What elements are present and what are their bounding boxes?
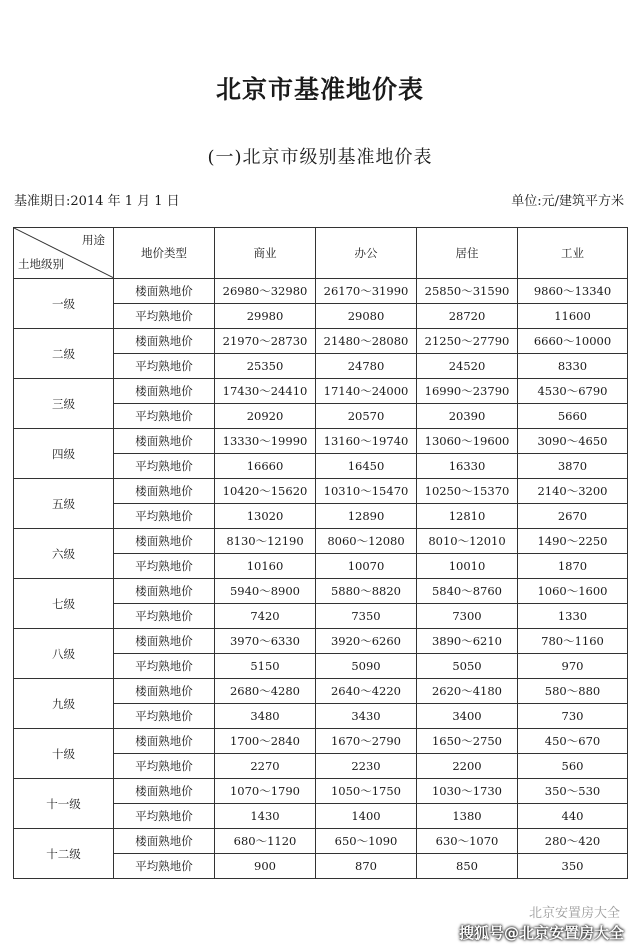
row-type-range: 楼面熟地价 xyxy=(114,579,215,604)
row-type-average: 平均熟地价 xyxy=(114,754,215,779)
range-cell: 10250～15370 xyxy=(417,479,518,504)
table-row xyxy=(14,329,628,354)
row-type-average: 平均熟地价 xyxy=(114,354,215,379)
average-cell: 20920 xyxy=(215,404,316,429)
row-type-range: 楼面熟地价 xyxy=(114,279,215,304)
average-cell: 25350 xyxy=(215,354,316,379)
table-row xyxy=(14,629,628,654)
range-cell: 2140～3200 xyxy=(518,479,628,504)
average-cell: 3870 xyxy=(518,454,628,479)
row-type-range: 楼面熟地价 xyxy=(114,829,215,854)
table-header-row xyxy=(14,228,628,279)
average-cell: 29980 xyxy=(215,304,316,329)
range-cell: 3090～4650 xyxy=(518,429,628,454)
grade-label: 三级 xyxy=(14,379,114,429)
average-cell: 16450 xyxy=(316,454,417,479)
corner-header-cell xyxy=(14,228,114,279)
row-type-average: 平均熟地价 xyxy=(114,404,215,429)
range-cell: 6660～10000 xyxy=(518,329,628,354)
range-cell: 580～880 xyxy=(518,679,628,704)
grade-label: 一级 xyxy=(14,279,114,329)
range-cell: 780～1160 xyxy=(518,629,628,654)
average-cell: 7300 xyxy=(417,604,518,629)
range-cell: 1070～1790 xyxy=(215,779,316,804)
range-cell: 9860～13340 xyxy=(518,279,628,304)
range-cell: 630～1070 xyxy=(417,829,518,854)
range-cell: 21480～28080 xyxy=(316,329,417,354)
range-cell: 5880～8820 xyxy=(316,579,417,604)
range-cell: 26170～31990 xyxy=(316,279,417,304)
average-cell: 1380 xyxy=(417,804,518,829)
grade-label: 十二级 xyxy=(14,829,114,879)
average-cell: 24780 xyxy=(316,354,417,379)
range-cell: 450～670 xyxy=(518,729,628,754)
range-cell: 2640～4220 xyxy=(316,679,417,704)
row-type-range: 楼面熟地价 xyxy=(114,779,215,804)
range-cell: 5940～8900 xyxy=(215,579,316,604)
range-cell: 21250～27790 xyxy=(417,329,518,354)
average-cell: 12810 xyxy=(417,504,518,529)
grade-label: 十一级 xyxy=(14,779,114,829)
range-cell: 3970～6330 xyxy=(215,629,316,654)
row-type-average: 平均熟地价 xyxy=(114,554,215,579)
average-cell: 5660 xyxy=(518,404,628,429)
row-type-average: 平均熟地价 xyxy=(114,804,215,829)
grade-label: 八级 xyxy=(14,629,114,679)
row-type-range: 楼面熟地价 xyxy=(114,529,215,554)
range-cell: 1650～2750 xyxy=(417,729,518,754)
grade-label: 五级 xyxy=(14,479,114,529)
grade-label: 二级 xyxy=(14,329,114,379)
row-type-average: 平均熟地价 xyxy=(114,654,215,679)
row-type-average: 平均熟地价 xyxy=(114,704,215,729)
range-cell: 1030～1730 xyxy=(417,779,518,804)
average-cell: 10160 xyxy=(215,554,316,579)
table-row xyxy=(14,429,628,454)
range-cell: 13160～19740 xyxy=(316,429,417,454)
average-cell: 2230 xyxy=(316,754,417,779)
average-cell: 440 xyxy=(518,804,628,829)
average-cell: 10010 xyxy=(417,554,518,579)
range-cell: 5840～8760 xyxy=(417,579,518,604)
average-cell: 850 xyxy=(417,854,518,879)
row-type-range: 楼面熟地价 xyxy=(114,729,215,754)
range-cell: 4530～6790 xyxy=(518,379,628,404)
price-type-header: 地价类型 xyxy=(114,228,215,279)
range-cell: 2680～4280 xyxy=(215,679,316,704)
table-row xyxy=(14,729,628,754)
range-cell: 3890～6210 xyxy=(417,629,518,654)
watermark: 搜狐号@北京安置房大全 xyxy=(458,924,624,942)
range-cell: 16990～23790 xyxy=(417,379,518,404)
row-type-average: 平均熟地价 xyxy=(114,604,215,629)
range-cell: 1060～1600 xyxy=(518,579,628,604)
column-header-office: 办公 xyxy=(316,228,417,279)
table-row xyxy=(14,529,628,554)
range-cell: 13060～19600 xyxy=(417,429,518,454)
range-cell: 1490～2250 xyxy=(518,529,628,554)
table-body xyxy=(14,279,628,879)
range-cell: 650～1090 xyxy=(316,829,417,854)
row-type-range: 楼面熟地价 xyxy=(114,429,215,454)
row-type-average: 平均熟地价 xyxy=(114,454,215,479)
grade-label: 十级 xyxy=(14,729,114,779)
average-cell: 3400 xyxy=(417,704,518,729)
column-header-residential: 居住 xyxy=(417,228,518,279)
range-cell: 8010～12010 xyxy=(417,529,518,554)
average-cell: 2670 xyxy=(518,504,628,529)
grade-label: 六级 xyxy=(14,529,114,579)
range-cell: 680～1120 xyxy=(215,829,316,854)
corner-use-label: 用途 xyxy=(82,233,105,247)
average-cell: 10070 xyxy=(316,554,417,579)
column-header-industrial: 工业 xyxy=(518,228,628,279)
average-cell: 29080 xyxy=(316,304,417,329)
average-cell: 13020 xyxy=(215,504,316,529)
table-subtitle: (一)北京市级别基准地价表 xyxy=(207,147,433,168)
row-type-range: 楼面熟地价 xyxy=(114,679,215,704)
table-row xyxy=(14,479,628,504)
grade-label: 四级 xyxy=(14,429,114,479)
average-cell: 1400 xyxy=(316,804,417,829)
average-cell: 11600 xyxy=(518,304,628,329)
watermark-faint: 北京安置房大全 xyxy=(528,906,620,921)
average-cell: 7420 xyxy=(215,604,316,629)
average-cell: 16660 xyxy=(215,454,316,479)
row-type-range: 楼面熟地价 xyxy=(114,629,215,654)
range-cell: 2620～4180 xyxy=(417,679,518,704)
average-cell: 350 xyxy=(518,854,628,879)
range-cell: 17140～24000 xyxy=(316,379,417,404)
average-cell: 1430 xyxy=(215,804,316,829)
range-cell: 25850～31590 xyxy=(417,279,518,304)
average-cell: 3430 xyxy=(316,704,417,729)
table-row xyxy=(14,579,628,604)
average-cell: 1330 xyxy=(518,604,628,629)
column-header-commercial: 商业 xyxy=(215,228,316,279)
average-cell: 7350 xyxy=(316,604,417,629)
range-cell: 8060～12080 xyxy=(316,529,417,554)
table-row xyxy=(14,829,628,854)
average-cell: 1870 xyxy=(518,554,628,579)
grade-label: 七级 xyxy=(14,579,114,629)
average-cell: 3480 xyxy=(215,704,316,729)
average-cell: 5050 xyxy=(417,654,518,679)
range-cell: 17430～24410 xyxy=(215,379,316,404)
range-cell: 21970～28730 xyxy=(215,329,316,354)
row-type-range: 楼面熟地价 xyxy=(114,479,215,504)
range-cell: 10420～15620 xyxy=(215,479,316,504)
table-row xyxy=(14,379,628,404)
range-cell: 1050～1750 xyxy=(316,779,417,804)
average-cell: 2270 xyxy=(215,754,316,779)
average-cell: 970 xyxy=(518,654,628,679)
grade-label: 九级 xyxy=(14,679,114,729)
range-cell: 8130～12190 xyxy=(215,529,316,554)
average-cell: 20570 xyxy=(316,404,417,429)
table-row xyxy=(14,779,628,804)
average-cell: 560 xyxy=(518,754,628,779)
range-cell: 1700～2840 xyxy=(215,729,316,754)
table-row xyxy=(14,679,628,704)
land-price-table xyxy=(13,227,628,879)
range-cell: 26980～32980 xyxy=(215,279,316,304)
range-cell: 13330～19990 xyxy=(215,429,316,454)
base-date: 基准期日:2014 年 1 月 1 日 xyxy=(14,194,180,209)
range-cell: 10310～15470 xyxy=(316,479,417,504)
row-type-range: 楼面熟地价 xyxy=(114,379,215,404)
unit-label: 单位:元/建筑平方米 xyxy=(511,194,624,209)
average-cell: 5090 xyxy=(316,654,417,679)
range-cell: 1670～2790 xyxy=(316,729,417,754)
range-cell: 350～530 xyxy=(518,779,628,804)
average-cell: 870 xyxy=(316,854,417,879)
row-type-average: 平均熟地价 xyxy=(114,854,215,879)
average-cell: 2200 xyxy=(417,754,518,779)
average-cell: 5150 xyxy=(215,654,316,679)
average-cell: 8330 xyxy=(518,354,628,379)
table-row xyxy=(14,279,628,304)
average-cell: 16330 xyxy=(417,454,518,479)
page-title: 北京市基准地价表 xyxy=(215,75,424,104)
range-cell: 3920～6260 xyxy=(316,629,417,654)
average-cell: 28720 xyxy=(417,304,518,329)
row-type-average: 平均熟地价 xyxy=(114,304,215,329)
average-cell: 730 xyxy=(518,704,628,729)
row-type-average: 平均熟地价 xyxy=(114,504,215,529)
corner-grade-label: 土地级别 xyxy=(18,257,64,271)
range-cell: 280～420 xyxy=(518,829,628,854)
average-cell: 20390 xyxy=(417,404,518,429)
average-cell: 12890 xyxy=(316,504,417,529)
average-cell: 24520 xyxy=(417,354,518,379)
row-type-range: 楼面熟地价 xyxy=(114,329,215,354)
average-cell: 900 xyxy=(215,854,316,879)
